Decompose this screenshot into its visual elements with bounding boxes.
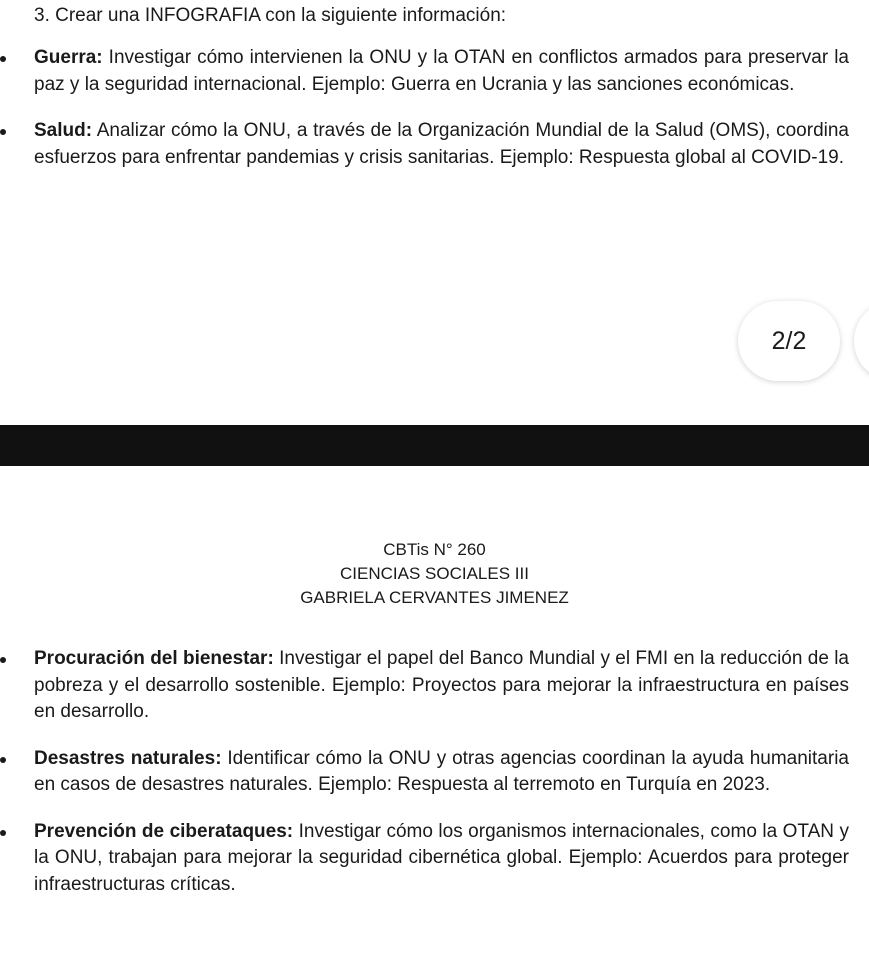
bullet-dot-icon bbox=[0, 757, 6, 763]
bullet-text: Identificar cómo la ONU y otras agencias coordinan la ayuda humanitaria en casos de desastres naturales. Ejemplo: Respuesta al terremoto en Turquía en 2023. bbox=[34, 747, 849, 795]
document-page-1 bbox=[0, 0, 869, 425]
bullet-term: Procuración del bienestar: bbox=[34, 648, 274, 669]
bullet-text: Investigar el papel del Banco Mundial y el FMI en la reducción de la pobreza y el desarrollo sostenible. Ejemplo: Proyectos para mejorar la infraestructura en países en desarrollo. bbox=[34, 648, 849, 722]
bullet-dot-icon bbox=[0, 56, 6, 62]
author-name: GABRIELA CERVANTES JIMENEZ bbox=[300, 588, 569, 607]
page-counter-badge: 2/2 bbox=[738, 301, 840, 381]
subject-name: CIENCIAS SOCIALES III bbox=[340, 564, 529, 583]
numbered-instruction: 3. Crear una INFOGRAFIA con la siguiente información: bbox=[34, 5, 507, 26]
bullet-dot-icon bbox=[0, 129, 6, 135]
bullet-term: Desastres naturales: bbox=[34, 747, 222, 769]
bullet-text: Investigar cómo intervienen la ONU y la OTAN en conflictos armados para preservar la paz y la seguridad internacional. Ejemplo: Guerra en Ucrania y las sanciones económicas. bbox=[34, 47, 849, 95]
bullet-text: Investigar cómo los organismos internacionales, como la OTAN y la ONU, trabajan para mejorar la seguridad cibernética global. Ejemplo: Acuerdos para proteger infraestructuras críticas. bbox=[34, 820, 849, 895]
school-name: CBTis N° 260 bbox=[383, 540, 486, 559]
bullet-list-page-1 bbox=[0, 45, 869, 171]
bullet-dot-icon bbox=[0, 830, 6, 836]
bullet-list-page-2 bbox=[0, 646, 869, 898]
bullet-term: Guerra: bbox=[34, 47, 103, 68]
bullet-item-salud bbox=[0, 118, 869, 171]
bullet-text: Analizar cómo la ONU, a través de la Organización Mundial de la Salud (OMS), coordina esfuerzos para enfrentar pandemias y crisis sanitarias. Ejemplo: Respuesta global al COVID-19. bbox=[34, 120, 849, 168]
bullet-item-guerra bbox=[0, 45, 869, 98]
bullet-item-ciberataques bbox=[0, 819, 869, 899]
bullet-term: Salud: bbox=[34, 120, 93, 141]
bullet-term: Prevención de ciberataques: bbox=[34, 820, 294, 842]
page-separator bbox=[0, 425, 869, 466]
floating-action-button[interactable] bbox=[854, 301, 869, 381]
document-header bbox=[0, 538, 869, 610]
bullet-item-bienestar bbox=[0, 646, 869, 726]
bullet-dot-icon bbox=[0, 657, 6, 663]
bullet-item-desastres bbox=[0, 746, 869, 799]
